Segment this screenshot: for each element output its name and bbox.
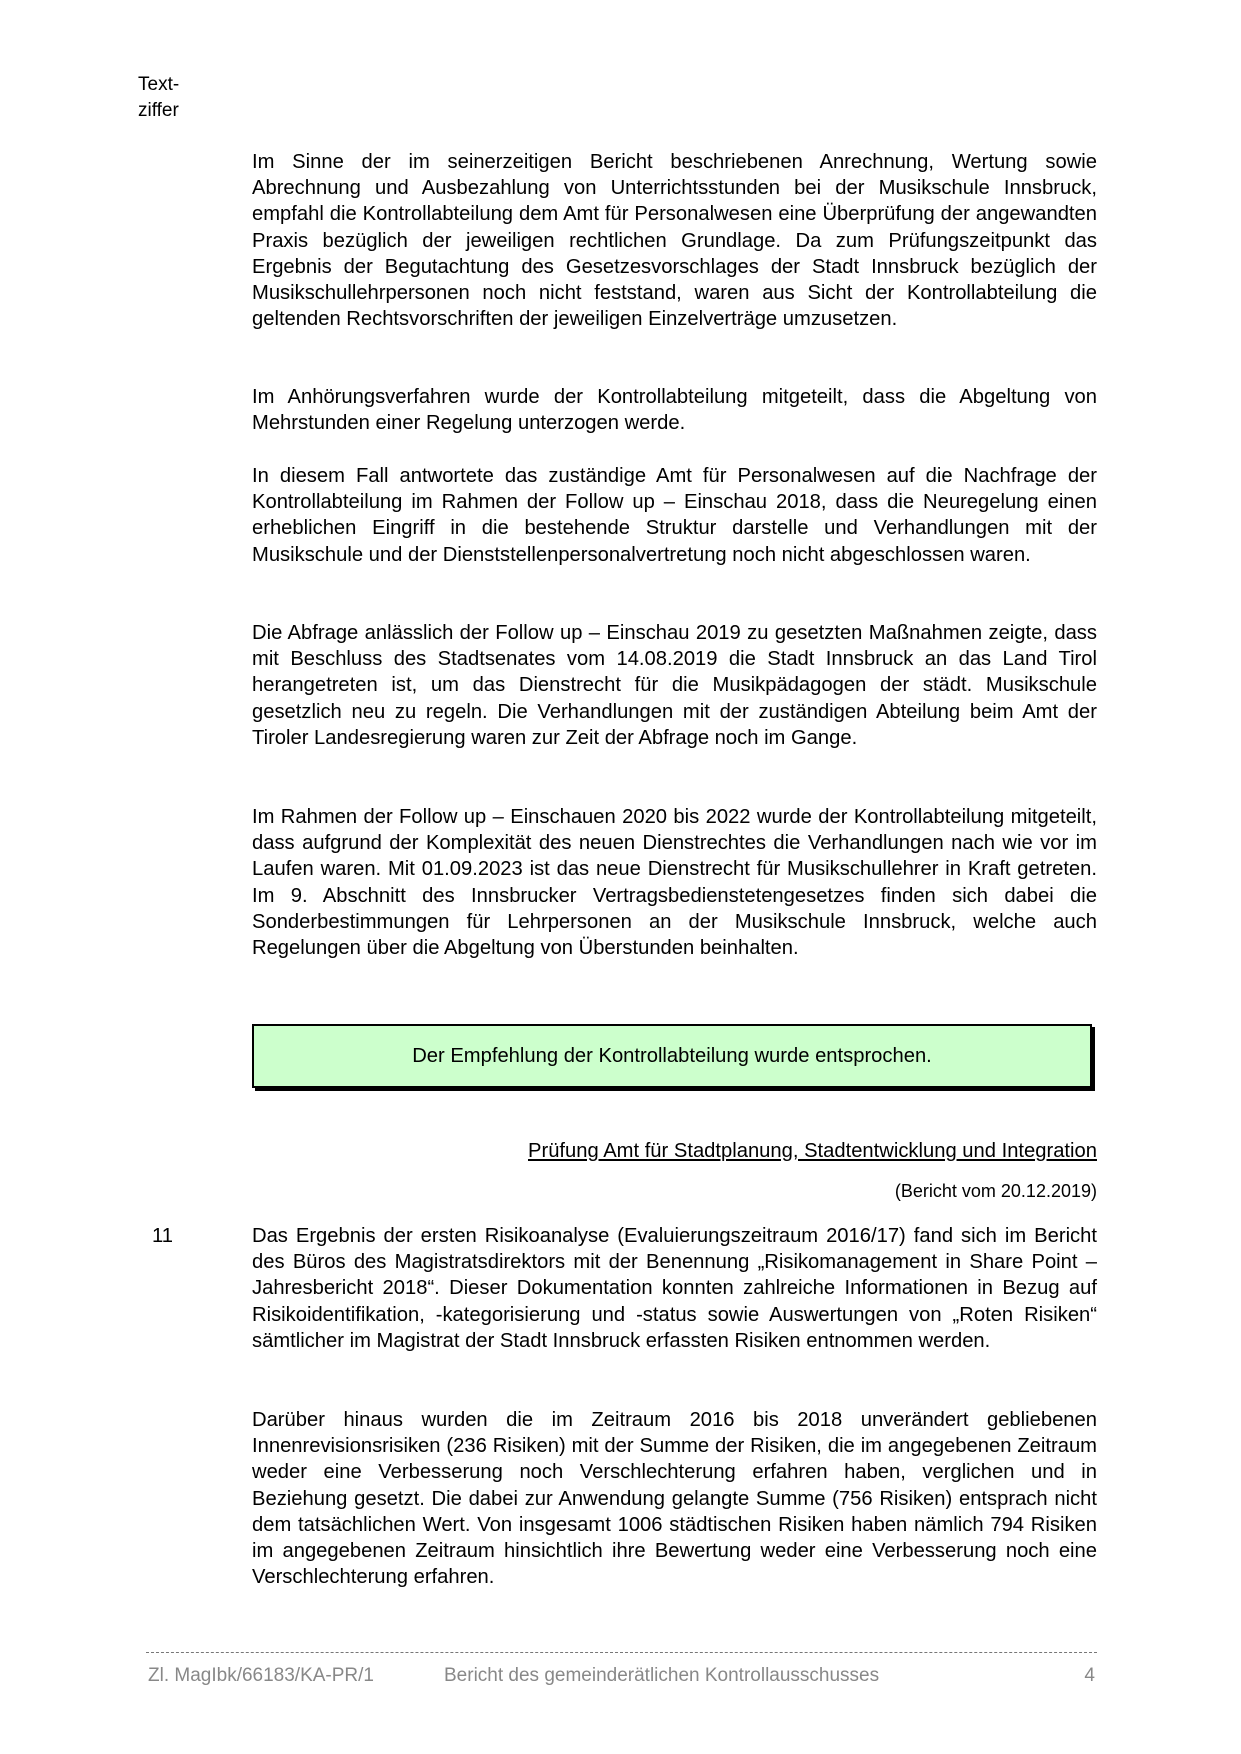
paragraph-3 <box>252 463 1097 568</box>
margin-label-textziffer: Text- ziffer <box>138 74 180 121</box>
paragraph-text: In diesem Fall antwortete das zuständige Amt für Personalwesen auf die Nachfrage der Kontrollabteilung im Rahmen der Follow up – Einschau 2018, dass die Neuregelung einen erheblichen Eingriff in die bestehende Struktur darstelle und Verhandlungen mit der Musikschule und der Dienststellenpersonalvertretung noch nicht abgeschlossen waren. <box>252 465 1097 566</box>
paragraph-4 <box>252 620 1097 751</box>
footer-title: Bericht des gemeinderätlichen Kontrollausschusses <box>444 1665 880 1686</box>
paragraph-5 <box>252 804 1097 961</box>
paragraph-text: Im Sinne der im seinerzeitigen Bericht beschriebenen Anrechnung, Wertung sowie Abrechnung und Ausbezahlung von Unterrichtsstunden bei der Musikschule Innsbruck, empfahl die Kontrollabteilung dem Amt für Personalwesen eine Überprüfung der angewandten Praxis bezüglich der jeweiligen rechtlichen Grundlage. Da zum Prüfungszeitpunkt das Ergebnis der Begutachtung des Gesetzesvorschlages der Stadt Innsbruck bezüglich der Musikschullehrpersonen noch nicht feststand, waren aus Sicht der Kontrollabteilung die geltenden Rechtsvorschriften der jeweiligen Einzelverträge umzusetzen. <box>252 151 1097 331</box>
footer-reference: Zl. MagIbk/66183/KA-PR/1 <box>148 1665 374 1686</box>
recommendation-box: Der Empfehlung der Kontrollabteilung wurde entsprochen. <box>252 1024 1092 1088</box>
paragraph-2 <box>252 384 1097 436</box>
paragraph-1 <box>252 149 1097 332</box>
paragraph-text: Darüber hinaus wurden die im Zeitraum 2016 bis 2018 unverändert gebliebenen Innenrevisionsrisiken (236 Risiken) mit der Summe der Risiken, die im angegebenen Zeitraum weder eine Verbesserung noch Verschlechterung erfahren haben, verglichen und in Beziehung gesetzt. Die dabei zur Anwendung gelangte Summe (756 Risiken) entsprach nicht dem tatsächlichen Wert. Von insgesamt 1006 städtischen Risiken haben nämlich 794 Risiken im angegebenen Zeitraum hinsichtlich ihre Bewertung weder eine Verbesserung noch eine Verschlechterung erfahren. <box>252 1409 1097 1589</box>
paragraph-text: Im Rahmen der Follow up – Einschauen 2020 bis 2022 wurde der Kontrollabteilung mitgeteilt, dass aufgrund der Komplexität des neuen Dienstrechtes die Verhandlungen nach wie vor im Laufen waren. Mit 01.09.2023 ist das neue Dienstrecht für Musikschullehrer in Kraft getreten. Im 9. Abschnitt des Innsbrucker Vertragsbedienstetengesetzes finden sich dabei die Sonderbestimmungen für Lehrpersonen an der Musikschule Innsbruck, welche auch Regelungen über die Abgeltung von Überstunden beinhalten. <box>252 806 1097 960</box>
paragraph-text: Im Anhörungsverfahren wurde der Kontrollabteilung mitgeteilt, dass die Abgeltung von Mehrstunden einer Regelung unterzogen werde. <box>252 386 1097 435</box>
paragraph-text: Die Abfrage anlässlich der Follow up – Einschau 2019 zu gesetzten Maßnahmen zeigte, dass mit Beschluss des Stadtsenates vom 14.08.2019 die Stadt Innsbruck an das Land Tirol herangetreten ist, um das Dienstrecht für die Musikpädagogen der städt. Musikschule gesetzlich neu zu regeln. Die Verhandlungen mit der zuständigen Abteilung beim Amt der Tiroler Landesregierung waren zur Zeit der Abfrage noch im Gange. <box>252 622 1097 749</box>
section-heading: Prüfung Amt für Stadtplanung, Stadtentwicklung und Integration <box>528 1140 1097 1162</box>
paragraph-text: Das Ergebnis der ersten Risikoanalyse (Evaluierungszeitraum 2016/17) fand sich im Bericht des Büros des Magistratsdirektors mit der Benennung „Risikomanagement in Share Point – Jahresbericht 2018“. Dieser Dokumentation konnten zahlreiche Informationen in Bezug auf Risikoidentifikation, -kategorisierung und -status sowie Auswertungen von „Roten Risiken“ sämtlicher im Magistrat der Stadt Innsbruck erfassten Risiken entnommen werden. <box>252 1225 1097 1352</box>
section-number: 11 <box>152 1225 173 1247</box>
paragraph-7 <box>252 1407 1097 1590</box>
page-number: 4 <box>1084 1665 1095 1686</box>
paragraph-6 <box>252 1223 1097 1354</box>
report-date: (Bericht vom 20.12.2019) <box>894 1181 1097 1201</box>
footer-divider <box>146 1652 1097 1653</box>
